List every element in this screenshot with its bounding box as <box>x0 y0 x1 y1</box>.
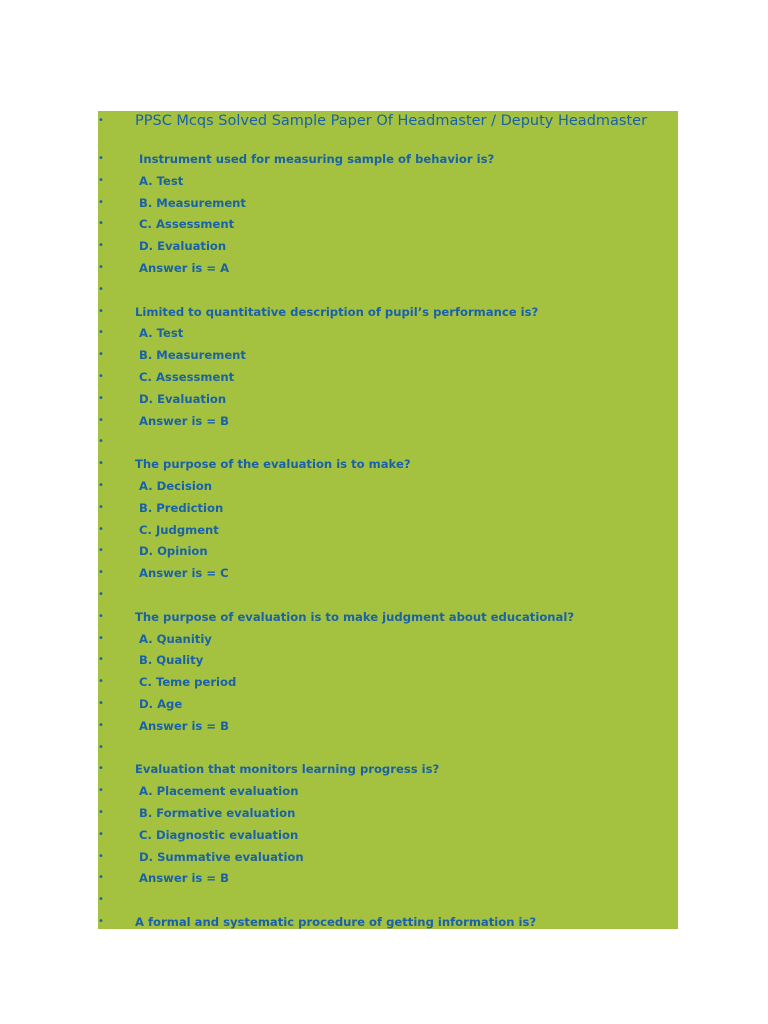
list-item <box>98 214 678 234</box>
list-item <box>98 454 678 474</box>
bullet-icon: • <box>98 414 104 426</box>
question-text: Evaluation that monitors learning progress is? <box>135 762 440 777</box>
bullet-icon: • <box>98 610 104 622</box>
blank-list-item <box>98 890 678 910</box>
option-text: C. Diagnostic evaluation <box>139 827 299 842</box>
bullet-icon: • <box>98 828 104 840</box>
option-text: B. Prediction <box>139 500 224 515</box>
page-title: PPSC Mcqs Solved Sample Paper Of Headmaster / Deputy Headmaster <box>135 113 648 129</box>
list-item <box>98 912 678 929</box>
option-text: B. Measurement <box>139 348 246 363</box>
bullet-icon: • <box>98 305 104 317</box>
blank-list-item <box>98 585 678 605</box>
list-item <box>98 193 678 213</box>
bullet-icon: • <box>98 458 104 470</box>
list-item <box>98 629 678 649</box>
bullet-icon: • <box>98 632 104 644</box>
question-text: The purpose of the evaluation is to make? <box>135 457 411 472</box>
bullet-icon: • <box>98 240 104 252</box>
option-text: B. Measurement <box>139 195 246 210</box>
list-item <box>98 803 678 823</box>
list-item <box>98 411 678 431</box>
bullet-icon: • <box>98 115 104 126</box>
list-item <box>98 563 678 583</box>
blank-list-item <box>98 280 678 300</box>
blank-list-item <box>98 432 678 452</box>
bullet-icon: • <box>98 763 104 775</box>
list-item <box>98 781 678 801</box>
bullet-icon: • <box>98 480 104 491</box>
option-text: D. Summative evaluation <box>139 849 304 864</box>
list-item <box>98 367 678 387</box>
option-text: D. Age <box>139 697 183 711</box>
option-text: D. Opinion <box>139 544 208 559</box>
bullet-icon: • <box>98 436 104 448</box>
option-text: C. Assessment <box>139 217 235 232</box>
question-text: Limited to quantitative description of pupil’s performance is? <box>135 304 539 319</box>
list-item <box>98 389 678 409</box>
option-text: D. Evaluation <box>139 391 227 406</box>
bullet-icon: • <box>98 545 104 557</box>
list-item <box>98 498 678 518</box>
list-item <box>98 541 678 561</box>
option-text: C. Teme period <box>139 675 237 690</box>
question-text: The purpose of evaluation is to make judgment about educational? <box>135 609 575 624</box>
bullet-icon: • <box>98 174 104 186</box>
bullet-icon: • <box>98 872 104 884</box>
option-text: A. Placement evaluation <box>139 784 299 799</box>
bullet-icon: • <box>98 196 104 208</box>
bullet-icon: • <box>98 218 104 230</box>
bullet-icon: • <box>98 741 104 753</box>
bullet-icon: • <box>98 153 104 164</box>
list-item <box>98 236 678 256</box>
bullet-icon: • <box>98 654 104 666</box>
option-text: A. Quanitiy <box>139 631 212 646</box>
bullet-icon: • <box>98 371 104 382</box>
bullet-icon: • <box>98 719 104 731</box>
document-panel <box>98 111 678 929</box>
blank-list-item <box>98 738 678 758</box>
bullet-icon: • <box>98 567 104 579</box>
option-text: D. Evaluation <box>139 239 227 254</box>
option-text: C. Judgment <box>139 522 219 537</box>
option-text: Answer is = B <box>139 871 229 886</box>
list-item <box>98 149 678 169</box>
bullet-icon: • <box>98 850 104 862</box>
bullet-icon: • <box>98 349 104 361</box>
list-item <box>98 302 678 322</box>
bullet-icon: • <box>98 807 104 818</box>
bullet-icon: • <box>98 785 104 797</box>
option-text: B. Quality <box>139 653 204 668</box>
list-item <box>98 607 678 627</box>
bullet-icon: • <box>98 392 104 404</box>
question-text: A formal and systematic procedure of getting information is? <box>135 915 537 929</box>
bullet-icon: • <box>98 676 104 688</box>
list-item <box>98 171 678 191</box>
option-text: Answer is = A <box>139 261 230 275</box>
list-item <box>98 345 678 365</box>
list-item <box>98 672 678 692</box>
option-text: A. Decision <box>139 479 213 493</box>
list-item <box>98 520 678 540</box>
bullet-icon: • <box>98 327 104 339</box>
bullet-icon: • <box>98 523 104 535</box>
bullet-icon: • <box>98 262 104 273</box>
bullet-icon: • <box>98 894 104 906</box>
bullet-icon: • <box>98 283 104 295</box>
list-item <box>98 323 678 343</box>
list-item <box>98 868 678 888</box>
bullet-icon: • <box>98 589 104 600</box>
list-item <box>98 759 678 779</box>
question-text: Instrument used for measuring sample of behavior is? <box>139 152 495 166</box>
list-item <box>98 825 678 845</box>
list-item <box>98 476 678 496</box>
bullet-icon: • <box>98 698 104 709</box>
bullet-icon: • <box>98 916 104 927</box>
option-text: A. Test <box>139 326 184 341</box>
option-text: Answer is = B <box>139 718 229 733</box>
option-text: A. Test <box>139 173 184 188</box>
bullet-icon: • <box>98 501 104 513</box>
option-text: C. Assessment <box>139 370 235 384</box>
list-item <box>98 650 678 670</box>
document-title-item <box>98 111 678 131</box>
list-item <box>98 694 678 714</box>
option-text: Answer is = C <box>139 566 229 581</box>
list-item <box>98 258 678 278</box>
list-item <box>98 847 678 867</box>
option-text: B. Formative evaluation <box>139 806 296 820</box>
option-text: Answer is = B <box>139 413 229 428</box>
list-item <box>98 716 678 736</box>
